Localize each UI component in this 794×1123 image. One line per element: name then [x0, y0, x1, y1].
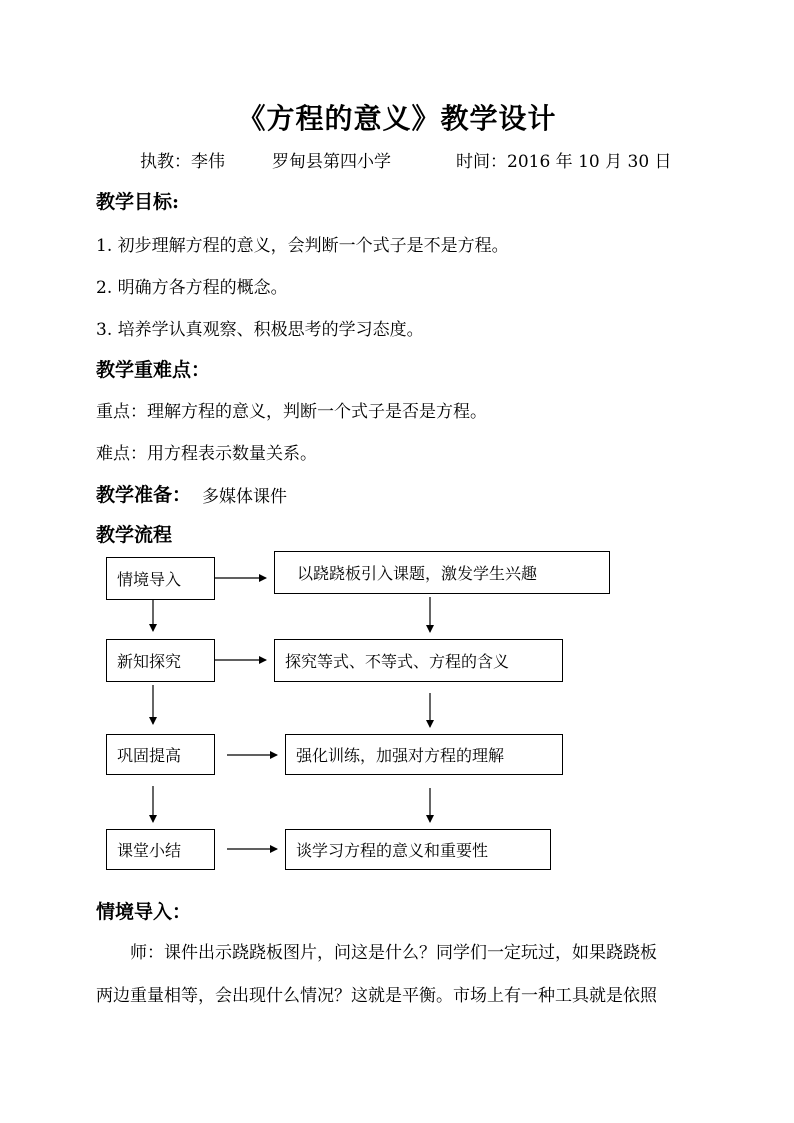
flow-step-box: [106, 557, 215, 600]
teacher-info: 执教：李伟: [140, 152, 225, 172]
flow-step-label: 巩固提高: [117, 746, 182, 765]
intro-heading: 情境导入：: [96, 901, 192, 923]
flow-desc-box: [274, 551, 610, 594]
flow-step-label: 情境导入: [117, 570, 182, 589]
preparation-value: 多媒体课件: [202, 487, 287, 507]
flow-desc-label: 探究等式、不等式、方程的含义: [285, 652, 510, 671]
flow-step-box: [106, 639, 215, 682]
intro-paragraph-line: 师：课件出示跷跷板图片，问这是什么？同学们一定玩过，如果跷跷板: [130, 943, 657, 963]
page-title: 《方程的意义》教学设计: [237, 102, 557, 135]
flow-heading: 教学流程: [96, 524, 173, 546]
intro-paragraph-line: 两边重量相等，会出现什么情况？这就是平衡。市场上有一种工具就是依照: [96, 986, 657, 1006]
flow-desc-label: 强化训练，加强对方程的理解: [296, 746, 505, 765]
flow-desc-box: [285, 734, 563, 775]
preparation-heading: 教学准备：: [96, 484, 192, 506]
flow-step-box: [106, 734, 215, 775]
key-point-difficulty: 难点：用方程表示数量关系。: [96, 444, 317, 464]
key-point-focus: 重点：理解方程的意义，判断一个式子是否是方程。: [96, 402, 487, 422]
flow-step-label: 课堂小结: [117, 841, 182, 860]
flow-desc-box: [274, 639, 563, 682]
objective-item: 2. 明确方各方程的概念。: [96, 278, 288, 298]
objective-item: 3. 培养学认真观察、积极思考的学习态度。: [96, 320, 424, 340]
objectives-heading: 教学目标:: [96, 191, 180, 213]
flow-step-box: [106, 829, 215, 870]
flow-desc-box: [285, 829, 551, 870]
school-info: 罗甸县第四小学: [272, 152, 391, 172]
key-points-heading: 教学重难点：: [96, 359, 211, 381]
date-info: 时间：2016 年 10 月 30 日: [456, 152, 672, 172]
objective-item: 1. 初步理解方程的意义，会判断一个式子是不是方程。: [96, 236, 509, 256]
flow-desc-label: 谈学习方程的意义和重要性: [296, 841, 489, 860]
flow-desc-label: 以跷跷板引入课题，激发学生兴趣: [297, 564, 538, 583]
flow-step-label: 新知探究: [117, 652, 182, 671]
